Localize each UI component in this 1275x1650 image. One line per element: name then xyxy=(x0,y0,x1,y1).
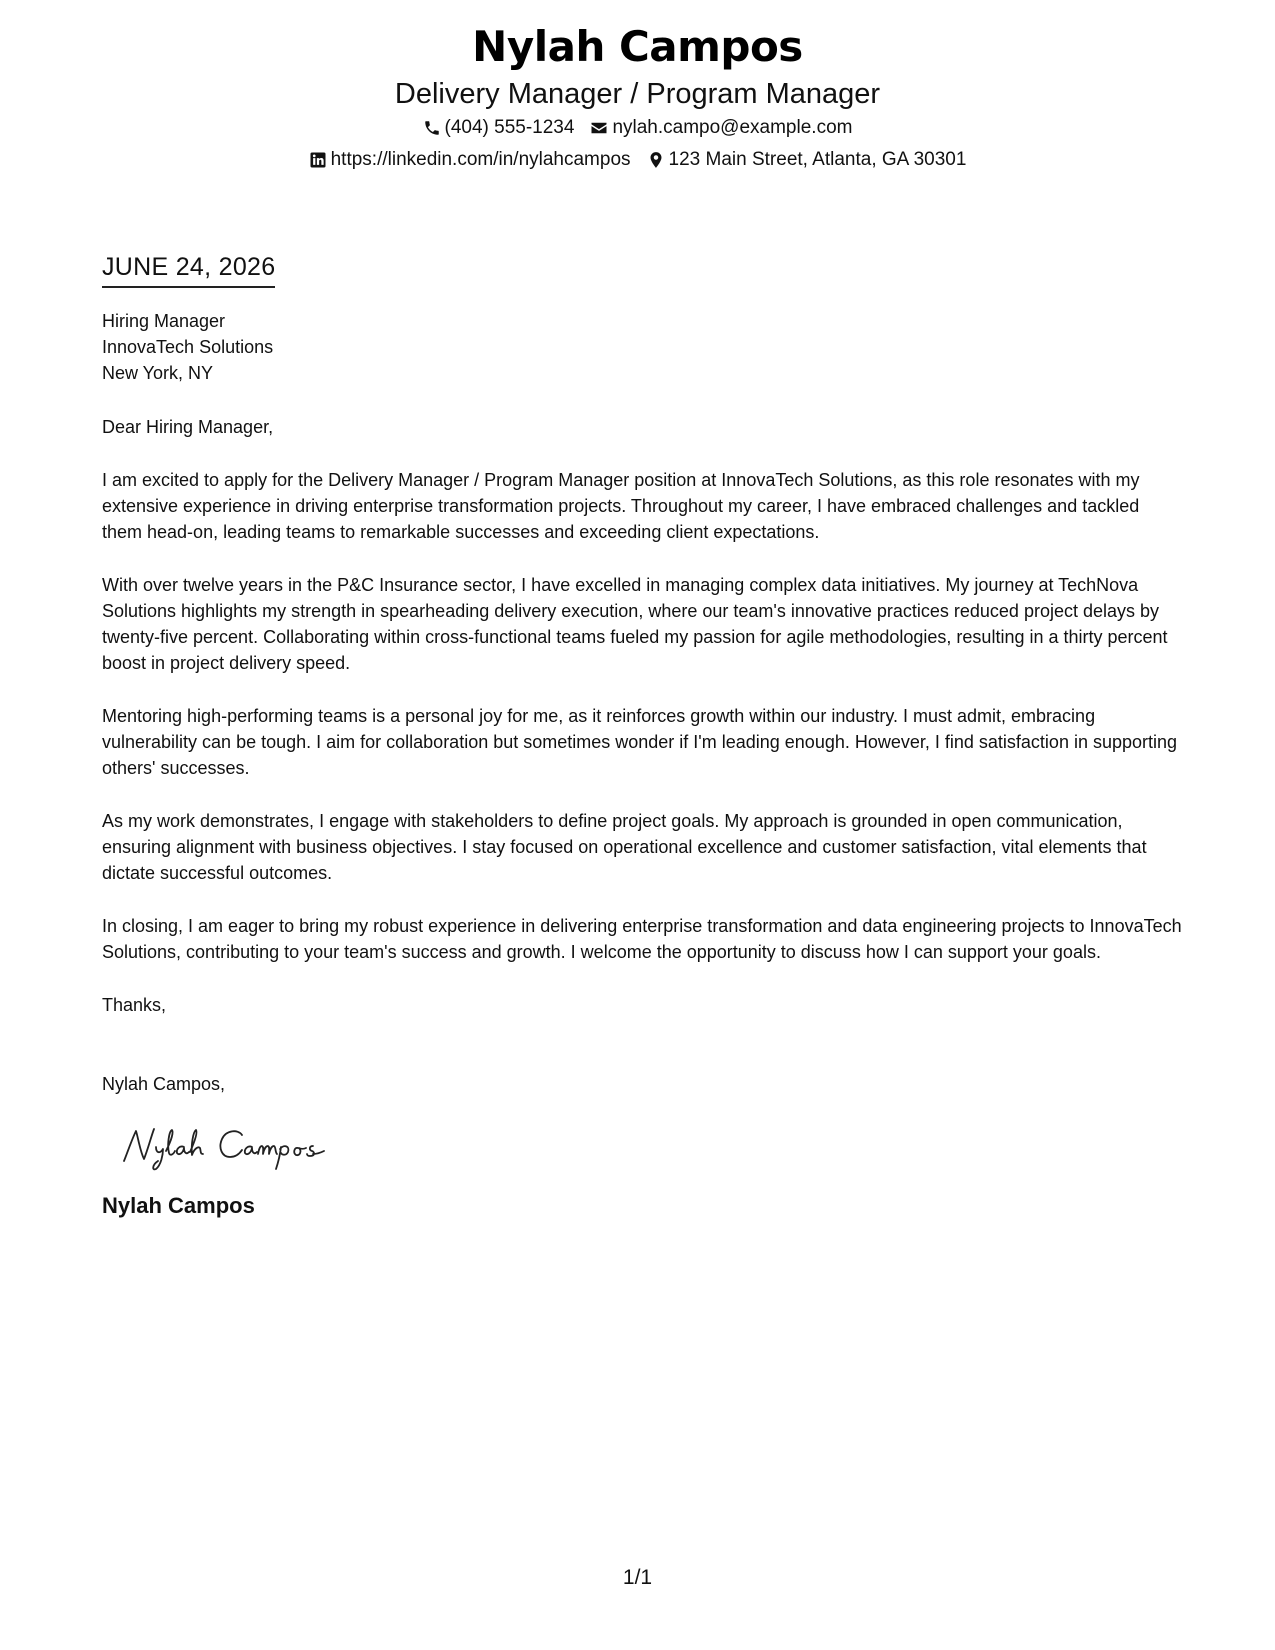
phone-icon xyxy=(423,119,441,137)
map-marker-icon xyxy=(647,151,665,169)
handwritten-signature xyxy=(118,1121,358,1173)
street-address: 123 Main Street, Atlanta, GA 30301 xyxy=(668,149,967,170)
recipient-block xyxy=(102,308,1182,386)
letter-date: JUNE 24, 2026 xyxy=(102,250,275,288)
paragraph-intro: I am excited to apply for the Delivery Manager / Program Manager position at InnovaTech Solutions, as this role resonates with my extensive experience in driving enterprise transformation projects. Throughout my career, I have embraced challenges and tackled them head-on, leading teams to remarkable successes and exceeding client expectations. xyxy=(102,470,1140,542)
linkedin-icon xyxy=(309,151,327,169)
recipient-location: New York, NY xyxy=(102,363,214,383)
recipient-company: InnovaTech Solutions xyxy=(102,337,274,357)
contact-row-primary xyxy=(0,112,1275,144)
contact-linkedin xyxy=(309,144,631,176)
applicant-role: Delivery Manager / Program Manager xyxy=(394,78,881,110)
greeting: Dear Hiring Manager, xyxy=(102,417,274,437)
phone-number: (404) 555-1234 xyxy=(444,117,575,138)
letter-header xyxy=(0,18,1275,176)
sign-off: Thanks, xyxy=(102,995,167,1015)
contact-phone xyxy=(423,112,575,144)
email-address: nylah.campo@example.com xyxy=(612,117,853,138)
recipient-title: Hiring Manager xyxy=(102,311,226,331)
closing-name: Nylah Campos, xyxy=(102,1074,226,1094)
letter-body xyxy=(102,250,1182,1221)
paragraph-stakeholders: As my work demonstrates, I engage with stakeholders to define project goals. My approach is grounded in open communication, ensuring alignment with business objectives. I stay focused on operational excellence and customer satisfaction, vital elements that dictate successful outcomes. xyxy=(102,811,1147,883)
paragraph-closing: In closing, I am eager to bring my robust experience in delivering enterprise transformation and data engineering projects to InnovaTech Solutions, contributing to your team's success and growth. I welcome the opportunity to discuss how I can support your goals. xyxy=(102,916,1182,962)
contact-row-secondary xyxy=(0,144,1275,176)
typed-name: Nylah Campos xyxy=(102,1193,255,1218)
page-number: 1/1 xyxy=(622,1566,653,1589)
contact-email xyxy=(590,112,852,144)
linkedin-url: https://linkedin.com/in/nylahcampos xyxy=(330,149,631,170)
envelope-icon xyxy=(590,119,608,137)
applicant-name: Nylah Campos xyxy=(472,22,803,71)
contact-address xyxy=(647,144,967,176)
paragraph-experience: With over twelve years in the P&C Insurance sector, I have excelled in managing complex data initiatives. My journey at TechNova Solutions highlights my strength in spearheading delivery execution, where our team's innovative practices reduced project delays by twenty-five percent. Collaborating within cross-functional teams fueled my passion for agile methodologies, resulting in a thirty percent boost in project delivery speed. xyxy=(102,575,1168,673)
paragraph-mentoring: Mentoring high-performing teams is a personal joy for me, as it reinforces growth within our industry. I must admit, embracing vulnerability can be tough. I aim for collaboration but sometimes wonder if I'm leading enough. However, I find satisfaction in supporting others' successes. xyxy=(102,706,1178,778)
